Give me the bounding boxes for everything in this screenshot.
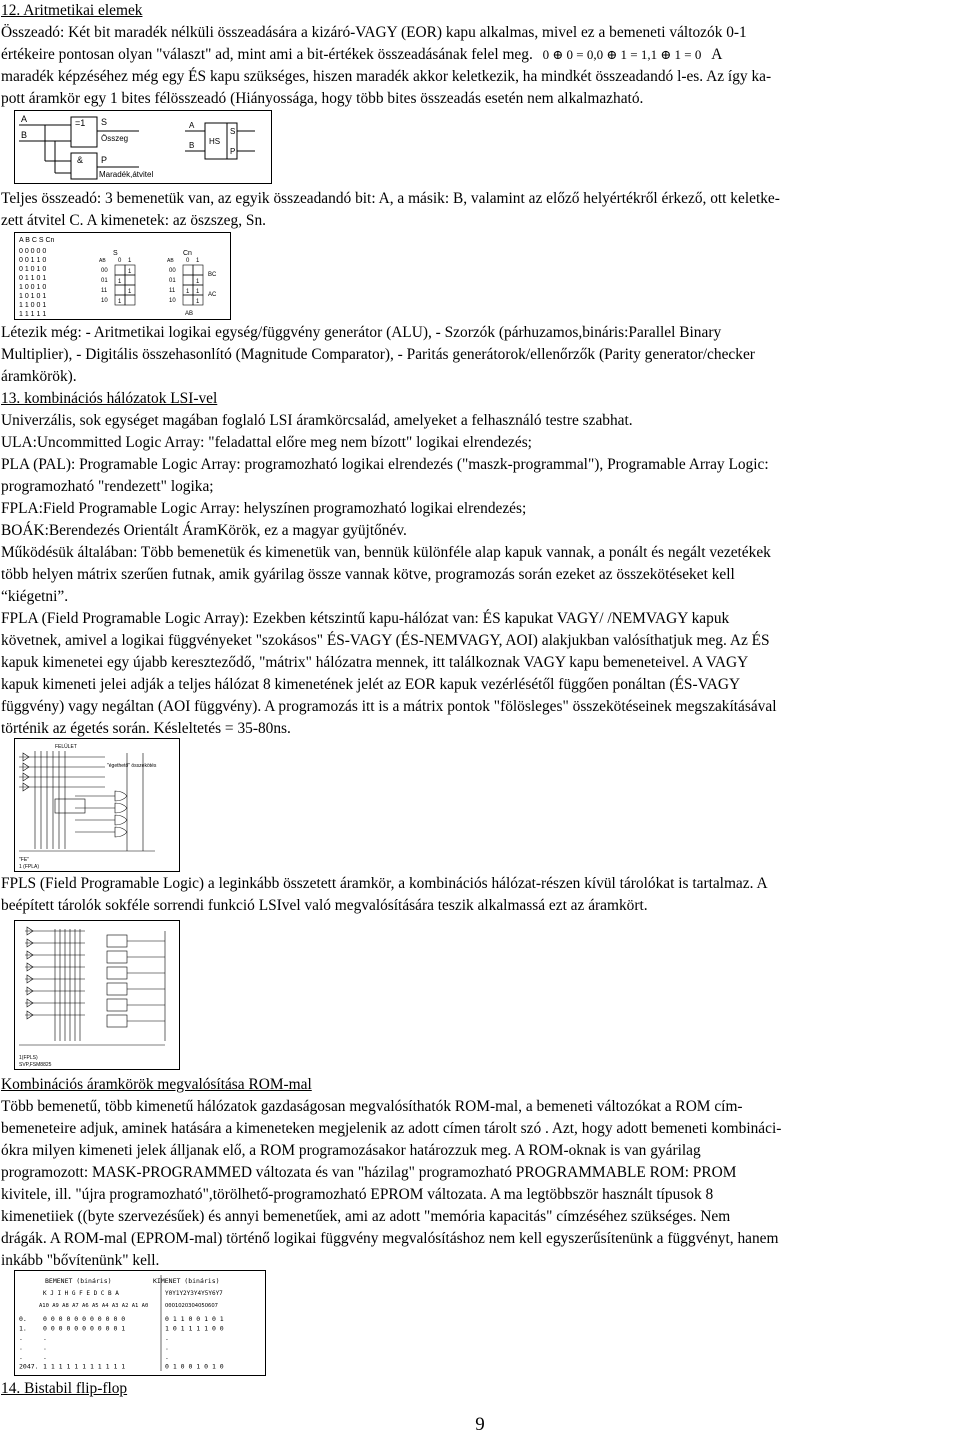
paragraph-line: maradék képzéséhez még egy ÉS kapu szükséges, hiszen maradék akkor keletkezik, ha mindkét összeadandó l-es. Az így ka-	[1, 68, 772, 85]
paragraph-line: BOÁK:Berendezés Orientált ÁramKörök, ez a magyar gyüjtőnév.	[1, 522, 407, 539]
paragraph-line: áramkörök).	[1, 368, 77, 385]
kmap-side-label: BC	[208, 272, 217, 278]
kmap-cell-value: 1	[196, 279, 200, 285]
hs-out-p: P	[230, 147, 236, 156]
kmap-cell	[125, 295, 135, 305]
paragraph-line: ULA:Uncommitted Logic Array: "feladattal előre meg nem bízott" logikai elrendezés;	[1, 434, 532, 451]
kmap-col-header: 0	[118, 258, 122, 264]
fpla-diagram	[15, 739, 179, 871]
paragraph-line: FPLS (Field Programable Logic) a leginkább összetett áramkör, a kombinációs hálózat-részen kívül tárolókat is tartalmaz. A	[1, 875, 768, 892]
kmap-cell	[183, 275, 193, 285]
hs-in-a: A	[189, 121, 195, 130]
fig1-out-s: S	[101, 117, 108, 127]
half-adder-figure	[14, 110, 272, 184]
paragraph-line: Teljes összeadó: 3 bemenetük van, az egyik összeadandó bit: A, a másik: B, valamint az előző helyértékről érkező, ott keletke-	[1, 190, 780, 207]
paragraph-line: PLA (PAL): Programable Logic Array: programozható logikai elrendezés ("maszk-programmal"), Programable Array Logic:	[1, 456, 769, 473]
kmap-row-header: 11	[101, 288, 108, 294]
kmap-cell-value: 1	[186, 289, 190, 295]
kmap-row-header: 01	[101, 278, 108, 284]
rom-address-row: A10 A9 A8 A7 A6 A5 A4 A3 A2 A1 A0	[39, 1303, 149, 1309]
paragraph-line: bemeneteire adjuk, aminek hatására a kimeneteken megjelenik az adott címen tárolt szó . Azt, hogy adott bemeneti kombináci-	[1, 1120, 782, 1137]
kmap-cell	[115, 265, 125, 275]
fpla-top-label: FELÜLET	[55, 744, 77, 750]
kmap-cell-value: 1	[196, 289, 200, 295]
fpls-diagram	[15, 921, 179, 1069]
page-number: 9	[475, 1414, 485, 1435]
truth-table-row: 0 1 1 0 1	[19, 275, 47, 282]
rom-row-bits: .	[43, 1334, 47, 1342]
fig1-out-s-name: Összeg	[101, 134, 129, 143]
rom-row-bits: 1 1 1 1 1 1 1 1 1 1 1	[43, 1362, 126, 1371]
fpla-caption: 1 (FPLA)	[19, 864, 40, 870]
paragraph-line: “kiégetni”.	[1, 588, 69, 605]
kmap-row-header: 00	[169, 268, 176, 274]
section-14-heading: 14. Bistabil flip-flop	[1, 1380, 128, 1397]
paragraph-text: értékeire pontosan olyan "választ" ad, mint ami a bit-értékek összeadásának felel meg.	[1, 46, 533, 63]
rom-output-index: O0O1O2O3O4O5O6O7	[165, 1303, 218, 1309]
kmap-cell	[115, 285, 125, 295]
fig1-label-a: A	[21, 114, 28, 124]
paragraph-line: FPLA:Field Programable Logic Array: helyszínen programozható logikai elrendezés;	[1, 500, 527, 517]
paragraph-line: Multiplier), - Digitális összehasonlító (Magnitude Comparator), - Paritás generátorok/ellenőrzők (Parity generator/checker	[1, 346, 755, 363]
truth-table-row: 1 1 1 1 1	[19, 311, 47, 318]
rom-table	[15, 1271, 265, 1375]
rom-output-header: KIMENET (bináris)	[153, 1277, 220, 1285]
fig1-label-b: B	[21, 130, 28, 140]
rom-row-bits: .	[43, 1343, 47, 1352]
kmap-row-header: 11	[169, 288, 176, 294]
paragraph-line: FPLA (Field Programable Logic Array): Ezekben kétszintű kapu-hálózat van: ÉS kapukat VAGY/ /NEMVAGY kapuk	[1, 610, 730, 627]
fig1-out-p: P	[101, 155, 108, 165]
paragraph-line: zett átvitel C. A kimenetek: az öszszeg, Sn.	[1, 212, 266, 229]
rom-row-index: .	[19, 1343, 23, 1352]
kmap-corner: AB	[99, 258, 106, 264]
kmap-cell	[183, 265, 193, 275]
paragraph-line: kapuk kimenetei egy újabb kereszteződő, "mátrix" hálózatra mennek, itt találkoznak VAGY kapu bemeneteivel. A VAGY	[1, 654, 749, 671]
kmap-cell-value: 1	[118, 279, 122, 285]
full-adder-figure	[14, 232, 231, 320]
rom-row-bits: 0 0 0 0 0 0 0 0 0 0 0	[43, 1315, 126, 1323]
paragraph-text: A	[711, 46, 723, 63]
and-gate-label: &	[77, 155, 84, 165]
fig1-out-p-name: Maradék,átvitel	[99, 170, 154, 179]
paragraph-line: inkább "bővítenünk" kell.	[1, 1252, 160, 1269]
paragraph-line: Univerzális, sok egységet magában foglaló LSI áramkörcsalád, amelyeket a felhasználó testre szabhat.	[1, 412, 633, 429]
full-adder-diagram	[15, 233, 230, 319]
kmap-cell	[125, 275, 135, 285]
rom-row-index: .	[19, 1334, 23, 1342]
truth-table-row: 0 1 0 1 0	[19, 266, 47, 273]
fpls-figure	[14, 920, 180, 1070]
fpls-label: 1(FPLS)	[19, 1055, 38, 1061]
kmap-row-header: 10	[169, 298, 176, 304]
rom-row-bits: .	[43, 1353, 47, 1361]
kmap-corner: AB	[167, 258, 174, 264]
paragraph-line: programozott: MASK-PROGRAMMED változata és van "házilag" programozható PROGRAMMABLE ROM: PROM	[1, 1164, 737, 1181]
paragraph-line: Több bemenetű, több kimenetű hálózatok gazdaságosan megvalósíthatók ROM-mal, a bemeneti változókat a ROM cím-	[1, 1098, 743, 1115]
kmap-col-header: 1	[128, 258, 132, 264]
kmap-col-header: 0	[186, 258, 190, 264]
xor-gate-label: =1	[75, 118, 86, 128]
hs-in-b: B	[189, 141, 195, 150]
kmap-bottom-label: AB	[185, 311, 194, 317]
fpla-fe-label: "FE"	[19, 857, 29, 863]
rom-output-letters: Y0Y1Y2Y3Y4Y5Y6Y7	[165, 1290, 223, 1297]
rom-row-output: 0 1 0 0 1 0 1 0	[165, 1362, 224, 1371]
half-adder-diagram	[15, 111, 271, 183]
xor-formula: 0 ⊕ 0 = 0,0 ⊕ 1 = 1,1 ⊕ 1 = 0	[542, 47, 702, 62]
kmap-row-header: 00	[101, 268, 108, 274]
paragraph-line: több helyen mátrix szerűen futnak, amik gyárilag össze vannak kötve, programozás során ezeket az összekötéseket kell	[1, 566, 735, 583]
rom-table-figure	[14, 1270, 266, 1376]
truth-table-row: 1 0 0 1 0	[19, 284, 47, 291]
truth-table-header: A B C S Cn	[19, 237, 55, 244]
fpla-figure	[14, 738, 180, 872]
rom-row-output: 1 0 1 1 1 1 0 0	[165, 1324, 224, 1333]
rom-section-heading: Kombinációs áramkörök megvalósítása ROM-mal	[1, 1076, 312, 1093]
paragraph-line: programozható "rendezett" logika;	[1, 478, 214, 495]
paragraph-line: drágák. A ROM-mal (EPROM-mal) történő logikai függvény megvalósításhoz nem kell egyszerűsítenünk a függvényt, hanem	[1, 1230, 779, 1247]
rom-input-letters: K J I H G F E D C B A	[43, 1290, 119, 1297]
fpla-note: "égethető" összekötés	[107, 763, 157, 769]
hs-block-label: HS	[209, 137, 221, 146]
paragraph-line	[1, 44, 957, 66]
paragraph-line: követnek, amivel a logikai függvényeket "szokásos" ÉS-VAGY (ÉS-NEMVAGY, AOI) alakjukban valósíthatjuk meg. Az ÉS	[1, 632, 770, 649]
section-12-heading: 12. Aritmetikai elemek	[1, 2, 143, 19]
rom-row-index: .	[19, 1353, 23, 1361]
rom-row-index: 0.	[19, 1315, 27, 1323]
fpls-matrix	[19, 927, 165, 1045]
rom-row-output: .	[165, 1353, 169, 1361]
kmap-cell-value: 1	[128, 289, 132, 295]
fpls-caption: SVP,FSM8825	[19, 1062, 52, 1068]
kmap-cell	[183, 295, 193, 305]
rom-row-output: .	[165, 1334, 169, 1342]
kmap-col-header: 1	[196, 258, 200, 264]
paragraph-line: beépített tárolók sokféle sorrendi funkció LSIvel való megvalósítására teszik alkalmassá ezt az áramkört.	[1, 897, 648, 914]
paragraph-line: Összeadó: Két bit maradék nélküli összeadására a kizáró-VAGY (EOR) kapu alkalmas, mivel ez a bemeneti változók 0-1	[1, 24, 747, 41]
truth-table-row: 0 0 0 0 0	[19, 248, 47, 255]
rom-row-index: 2047.	[19, 1362, 39, 1371]
paragraph-line: Működésük általában: Több bemenetük és kimenetük van, bennük különféle alap kapuk vannak, a ponált és negált vezetékek	[1, 544, 771, 561]
paragraph-line: pott áramkör egy 1 bites félösszeadó (Hiányossága, hogy több bites összeadás esetén nem alkalmazható.	[1, 90, 644, 107]
truth-table-row: 0 0 1 1 0	[19, 257, 47, 264]
rom-row-output: .	[165, 1343, 169, 1352]
paragraph-line: kimenetiiek ((byte szervezésűek) és annyi bemenetűek, ami az adott "memória kapacitás" címzéséhez szükséges. Nem	[1, 1208, 731, 1225]
section-13-heading: 13. kombinációs hálózatok LSI-vel	[1, 390, 218, 407]
rom-row-bits: 0 0 0 0 0 0 0 0 0 0 1	[43, 1324, 126, 1333]
truth-table-row: 1 1 0 0 1	[19, 302, 47, 309]
kmap-s-title: S	[113, 250, 118, 257]
paragraph-line: kapuk kimeneti jelei adják a teljes hálózat 8 kimenetének jelét az EOR kapuk vezérlésétől függően ponáltan (ÉS-VAGY	[1, 676, 741, 693]
rom-input-header: BEMENET (bináris)	[45, 1277, 112, 1285]
paragraph-line: függvény) vagy negáltan (AOI függvény). A programozás itt is a mátrix pontok "fölösleges" összekötéseinek megszakításával	[1, 698, 777, 715]
rom-row-index: 1.	[19, 1324, 27, 1333]
truth-table-row: 1 0 1 0 1	[19, 293, 47, 300]
paragraph-line: kivitele, ill. "újra programozható",törölhető-programozható EPROM változata. A ma legtöbbször használt típusok 8	[1, 1186, 714, 1203]
kmap-side-label: AC	[208, 292, 217, 298]
kmap-row-header: 01	[169, 278, 176, 284]
kmap-cell-value: 1	[128, 269, 132, 275]
paragraph-line: Létezik még: - Aritmetikai logikai egység/függvény generátor (ALU), - Szorzók (párhuzamos,bináris:Parallel Binary	[1, 324, 722, 341]
paragraph-line: történik az égetés során. Késleltetés = 35-80ns.	[1, 720, 291, 737]
kmap-cell-value: 1	[118, 299, 122, 305]
paragraph-line: ókra milyen kimeneti jelek álljanak elő, a ROM programozásakor határozzuk meg. A ROM-oknak is van gyárilag	[1, 1142, 701, 1159]
kmap-cell	[193, 265, 203, 275]
kmap-cn-title: Cn	[183, 250, 192, 257]
kmap-cell-value: 1	[196, 299, 200, 305]
rom-row-output: 0 1 1 0 0 1 0 1	[165, 1315, 224, 1323]
kmap-row-header: 10	[101, 298, 108, 304]
hs-out-s: S	[230, 127, 236, 136]
